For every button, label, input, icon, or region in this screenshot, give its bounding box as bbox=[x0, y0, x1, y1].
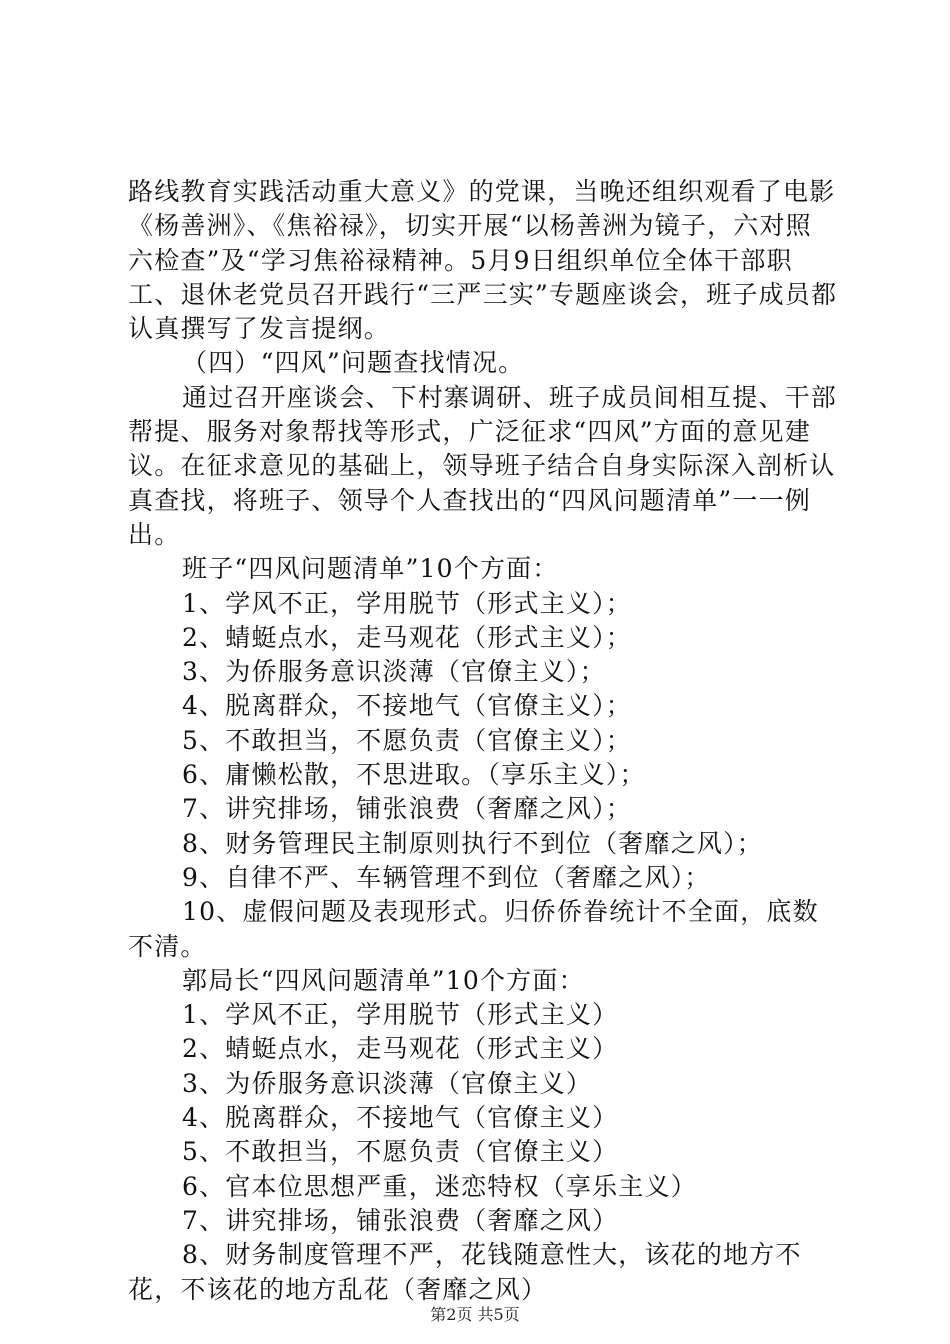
list-item: 1、学风不正，学用脱节（形式主义） bbox=[182, 1000, 619, 1030]
list-heading: 班子“四风问题清单”10个方面： bbox=[182, 554, 559, 584]
list-item: 5、不敢担当，不愿负责（官僚主义）； bbox=[182, 725, 633, 755]
list-item: 4、脱离群众，不接地气（官僚主义） bbox=[182, 1103, 619, 1133]
paragraph: 路线教育实践活动重大意义》的党课，当晚还组织观看了电影《杨善洲》、《焦裕禄》，切实开展“以杨善洲为镜子，六对照六检查”及“学习焦裕禄精神。5月9日组织单位全体干部职工、退休老党员召开践行“三严三实”专题座谈会，班子成员都认真撰写了发言提纲。 bbox=[128, 177, 838, 344]
document-body bbox=[128, 175, 838, 1307]
list-item: 5、不敢担当，不愿负责（官僚主义） bbox=[182, 1137, 619, 1167]
paragraph: 通过召开座谈会、下村寨调研、班子成员间相互提、干部帮提、服务对象帮找等形式，广泛征求“四风”方面的意见建议。在征求意见的基础上，领导班子结合自身实际深入剖析认真查找，将班子、领导个人查找出的“四风问题清单”一一例出。 bbox=[128, 382, 838, 549]
list-item: 8、财务管理民主制原则执行不到位（奢靡之风）； bbox=[182, 828, 764, 858]
list-item: 8、财务制度管理不严，花钱随意性大，该花的地方不花，不该花的地方乱花（奢靡之风） bbox=[128, 1240, 802, 1304]
list-item: 1、学风不正，学用脱节（形式主义）； bbox=[182, 588, 633, 618]
list-heading: 郭局长“四风问题清单”10个方面： bbox=[182, 965, 585, 995]
list-item: 2、蜻蜓点水，走马观花（形式主义）； bbox=[182, 622, 633, 652]
list-item: 6、庸懒松散，不思进取。（享乐主义）； bbox=[182, 760, 646, 790]
list-item: 6、官本位思想严重，迷恋特权（享乐主义） bbox=[182, 1171, 697, 1201]
list-item: 7、讲究排场，铺张浪费（奢靡之风） bbox=[182, 1205, 619, 1235]
page-footer: 第2页 共5页 bbox=[430, 1305, 520, 1324]
list-item: 4、脱离群众，不接地气（官僚主义）； bbox=[182, 691, 633, 721]
list-item: 3、为侨服务意识淡薄（官僚主义）； bbox=[182, 657, 606, 687]
list-item: 3、为侨服务意识淡薄（官僚主义） bbox=[182, 1068, 593, 1098]
list-item: 2、蜻蜓点水，走马观花（形式主义） bbox=[182, 1034, 619, 1064]
list-item: 7、讲究排场，铺张浪费（奢靡之风）； bbox=[182, 794, 633, 824]
list-item: 9、自律不严、车辆管理不到位（奢靡之风）； bbox=[182, 862, 711, 892]
list-item: 10、虚假问题及表现形式。归侨侨眷统计不全面，底数不清。 bbox=[128, 897, 819, 961]
section-heading: （四）“四风”问题查找情况。 bbox=[182, 348, 525, 378]
